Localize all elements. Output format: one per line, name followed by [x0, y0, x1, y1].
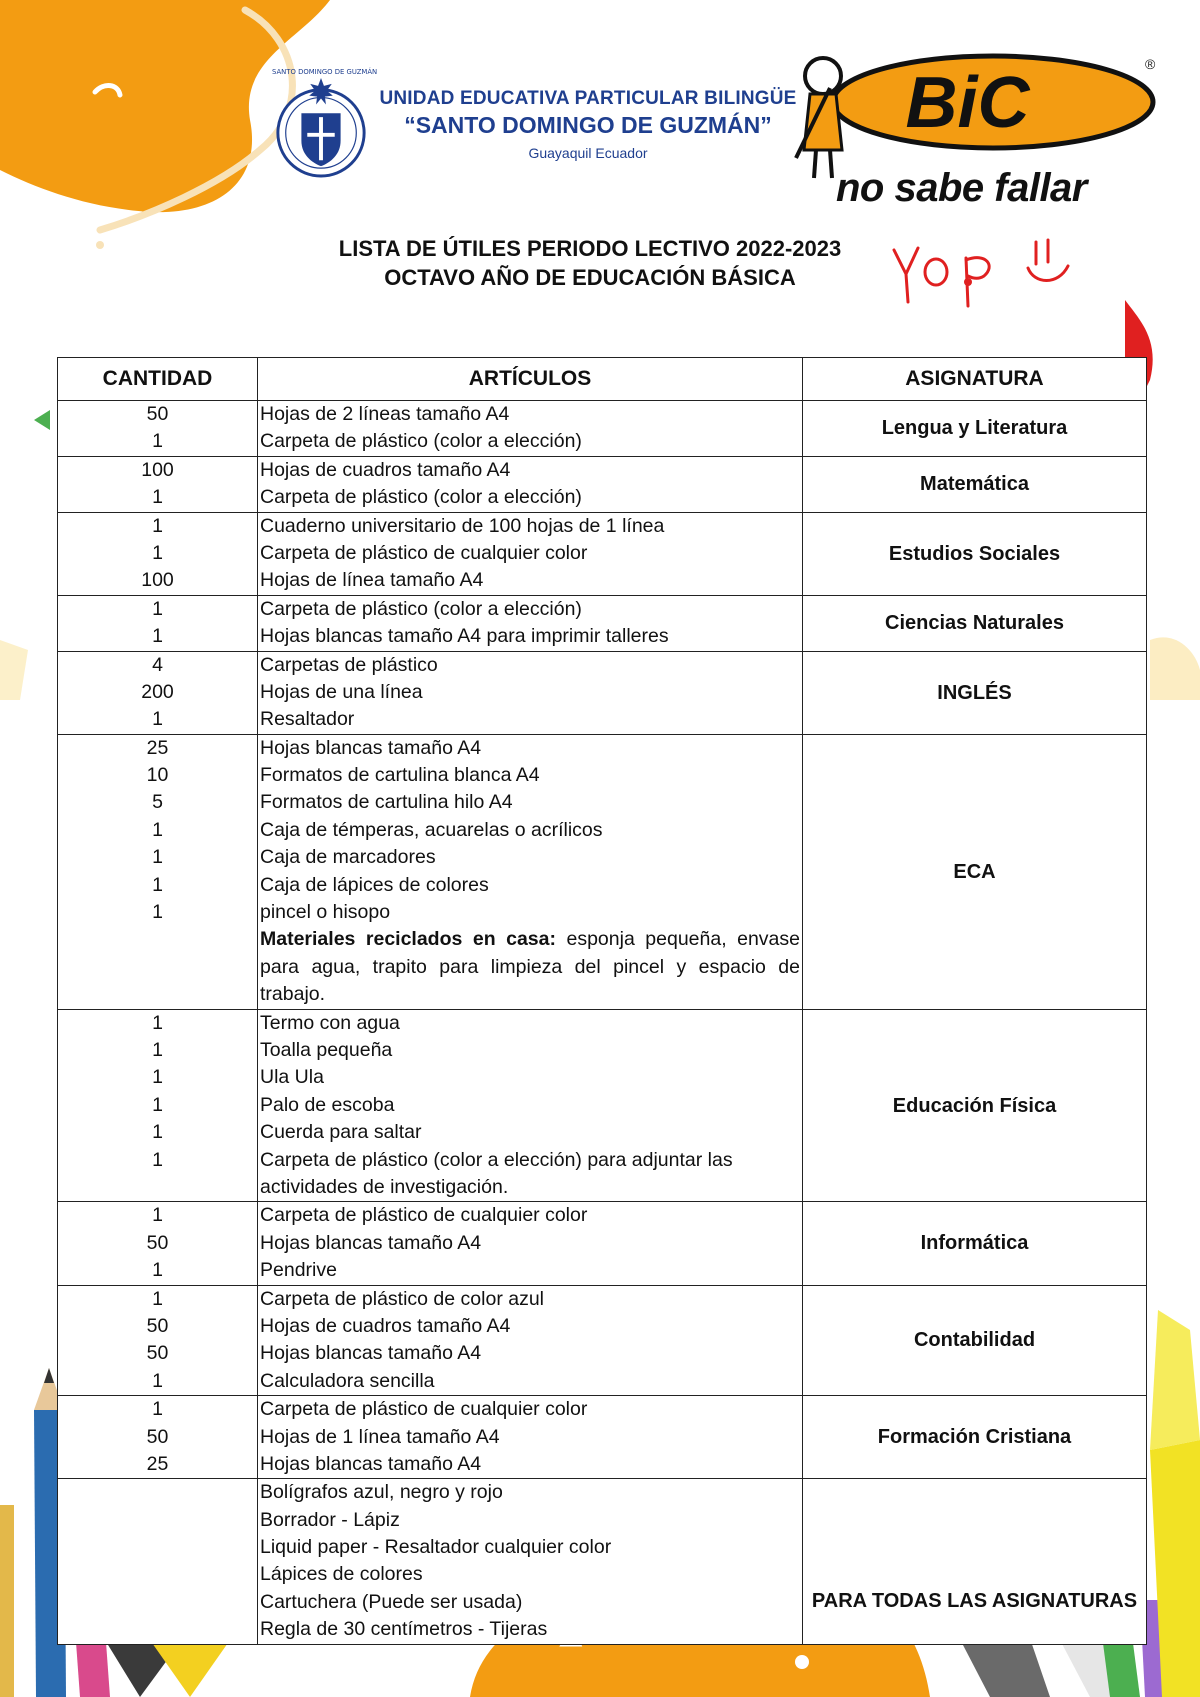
- article-item: Pendrive: [260, 1259, 337, 1282]
- quantity-value: 50: [146, 1314, 169, 1337]
- article-item: Caja de témperas, acuarelas o acrílicos: [260, 818, 603, 841]
- article-item: Carpeta de plástico (color a elección) para adjuntar las: [260, 1148, 733, 1171]
- quantity-value: 1: [152, 514, 163, 537]
- note-label: Materiales reciclados en casa:: [260, 928, 556, 951]
- article-item: Liquid paper - Resaltador cualquier color: [260, 1536, 612, 1559]
- quantity-value: 1: [152, 1259, 163, 1282]
- quantity-value: 25: [146, 736, 169, 759]
- article-item: Hojas blancas tamaño A4: [260, 1452, 482, 1475]
- table-row: [58, 1479, 1147, 1644]
- article-item: Borrador - Lápiz: [260, 1508, 400, 1531]
- quantity-cell: [58, 1285, 258, 1396]
- quantity-value: 1: [152, 1011, 163, 1034]
- table-header-row: [58, 358, 1147, 401]
- quantity-value: [58, 1616, 257, 1643]
- article-item: Carpeta de plástico (color a elección): [260, 430, 582, 453]
- quantity-value: 1: [152, 873, 163, 896]
- quantity-value: 1: [152, 901, 163, 924]
- article-item: actividades de investigación.: [260, 1175, 509, 1198]
- quantity-value: 5: [152, 791, 163, 814]
- articles-cell: [258, 734, 803, 1009]
- article-item: Caja de lápices de colores: [260, 873, 489, 896]
- article-item: Palo de escoba: [260, 1093, 395, 1116]
- articles-cell: [258, 651, 803, 734]
- quantity-value: 100: [141, 569, 174, 592]
- article-item: Hojas blancas tamaño A4 para imprimir talleres: [260, 625, 669, 648]
- article-item: Caja de marcadores: [260, 846, 436, 869]
- registered-mark: ®: [1145, 56, 1156, 72]
- quantity-value: 1: [152, 1039, 163, 1062]
- quantity-value: [58, 1507, 257, 1534]
- quantity-cell: [58, 1202, 258, 1285]
- table-row: [58, 456, 1147, 512]
- quantity-value: 1: [152, 1093, 163, 1116]
- quantity-cell: [58, 651, 258, 734]
- articles-cell: [258, 512, 803, 595]
- quantity-cell: [58, 595, 258, 651]
- quantity-value: 1: [152, 1398, 163, 1421]
- article-item: Formatos de cartulina hilo A4: [260, 791, 513, 814]
- header-articles: ARTÍCULOS: [258, 358, 803, 401]
- articles-cell: [258, 1202, 803, 1285]
- quantity-value: [58, 1589, 257, 1616]
- bic-brand-logo: [800, 48, 1180, 218]
- quantity-value: 1: [152, 1204, 163, 1227]
- quantity-cell: [58, 734, 258, 1009]
- quantity-cell: [58, 1479, 258, 1644]
- quantity-value: 50: [146, 1425, 169, 1448]
- quantity-cell: [58, 1396, 258, 1479]
- quantity-value: 1: [152, 541, 163, 564]
- article-item: Hojas blancas tamaño A4: [260, 1342, 482, 1365]
- article-item: Carpeta de plástico de color azul: [260, 1287, 544, 1310]
- quantity-value: [58, 1561, 257, 1588]
- header-quantity: CANTIDAD: [58, 358, 258, 401]
- quantity-cell: [58, 456, 258, 512]
- quantity-value: 1: [152, 818, 163, 841]
- quantity-value: 100: [141, 458, 174, 481]
- quantity-value: 25: [146, 1452, 169, 1475]
- quantity-value: 1: [152, 1369, 163, 1392]
- school-logo-icon: [272, 68, 378, 178]
- article-item: Hojas de cuadros tamaño A4: [260, 1314, 511, 1337]
- quantity-value: 50: [146, 403, 169, 425]
- article-item: Termo con agua: [260, 1011, 400, 1034]
- quantity-value: 50: [146, 1342, 169, 1365]
- article-item: Bolígrafos azul, negro y rojo: [260, 1481, 503, 1504]
- quantity-value: 4: [152, 653, 163, 676]
- quantity-value: 1: [152, 1066, 163, 1089]
- school-location: Guayaquil Ecuador: [528, 145, 648, 161]
- school-name-block: [378, 88, 798, 161]
- articles-cell: [258, 1396, 803, 1479]
- bic-wordmark: BiC: [905, 63, 1030, 143]
- article-item: Cartuchera (Puede ser usada): [260, 1590, 523, 1613]
- articles-cell: [258, 1479, 803, 1644]
- table-row: [58, 1285, 1147, 1396]
- quantity-value: 1: [152, 1148, 163, 1171]
- article-item: Regla de 30 centímetros - Tijeras: [260, 1618, 548, 1641]
- subject-cell: ECA: [803, 734, 1147, 1009]
- article-item: Hojas de 2 líneas tamaño A4: [260, 403, 510, 425]
- page-title: [230, 234, 950, 292]
- article-item: Hojas de línea tamaño A4: [260, 569, 484, 592]
- articles-cell: [258, 1009, 803, 1202]
- subject-cell: INGLÉS: [803, 651, 1147, 734]
- subject-cell: Lengua y Literatura: [803, 401, 1147, 457]
- subject-cell: Ciencias Naturales: [803, 595, 1147, 651]
- quantity-value: 1: [152, 1121, 163, 1144]
- article-item: Hojas de cuadros tamaño A4: [260, 458, 511, 481]
- quantity-value: 1: [152, 846, 163, 869]
- quantity-value: [58, 1174, 257, 1201]
- article-item: Hojas de 1 línea tamaño A4: [260, 1425, 500, 1448]
- table-row: [58, 734, 1147, 1009]
- subject-cell: Formación Cristiana: [803, 1396, 1147, 1479]
- quantity-value: 1: [152, 625, 163, 648]
- article-item: Ula Ula: [260, 1066, 324, 1089]
- subject-cell: Informática: [803, 1202, 1147, 1285]
- recycled-materials-note: [258, 926, 802, 1008]
- bic-slogan: no sabe fallar: [836, 166, 1087, 210]
- title-line1: LISTA DE ÚTILES PERIODO LECTIVO 2022-2023: [338, 236, 842, 261]
- quantity-value: 200: [141, 680, 174, 703]
- article-item: Hojas de una línea: [260, 680, 423, 703]
- table-row: [58, 1009, 1147, 1202]
- subject-cell: Contabilidad: [803, 1285, 1147, 1396]
- quantity-value: [58, 1534, 257, 1561]
- article-item: Carpeta de plástico (color a elección): [260, 597, 582, 620]
- quantity-value: [58, 1479, 257, 1506]
- articles-cell: [258, 401, 803, 457]
- quantity-cell: [58, 512, 258, 595]
- svg-text:SANTO DOMINGO DE GUZMÁN: SANTO DOMINGO DE GUZMÁN: [272, 68, 378, 77]
- article-item: Cuerda para saltar: [260, 1121, 422, 1144]
- subject-cell: PARA TODAS LAS ASIGNATURAS: [803, 1479, 1147, 1644]
- quantity-cell: [58, 1009, 258, 1202]
- supplies-table: [57, 357, 1147, 1645]
- table-row: [58, 1396, 1147, 1479]
- table-row: [58, 512, 1147, 595]
- article-item: Formatos de cartulina blanca A4: [260, 764, 540, 787]
- article-item: Resaltador: [260, 708, 355, 731]
- title-line2: OCTAVO AÑO DE EDUCACIÓN BÁSICA: [384, 265, 796, 290]
- article-item: Carpetas de plástico: [260, 653, 438, 676]
- article-item: Toalla pequeña: [260, 1039, 393, 1062]
- articles-cell: [258, 456, 803, 512]
- article-item: Lápices de colores: [260, 1563, 423, 1586]
- header-subject: ASIGNATURA: [803, 358, 1147, 401]
- quantity-value: 1: [152, 1287, 163, 1310]
- article-item: Hojas blancas tamaño A4: [260, 1231, 482, 1254]
- article-item: Carpeta de plástico de cualquier color: [260, 541, 588, 564]
- quantity-value: 1: [152, 708, 163, 731]
- handwritten-note: [888, 236, 1098, 316]
- note-text: esponja pequeña, envase para agua, trapito para limpieza del pincel y espacio de trabajo.: [260, 928, 800, 1006]
- subject-cell: Educación Física: [803, 1009, 1147, 1202]
- table-row: [58, 1202, 1147, 1285]
- school-name-line1: UNIDAD EDUCATIVA PARTICULAR BILINGÜE: [379, 88, 797, 109]
- quantity-value: 1: [152, 597, 163, 620]
- article-item: Hojas blancas tamaño A4: [260, 736, 482, 759]
- quantity-value: 1: [152, 486, 163, 509]
- article-item: Carpeta de plástico de cualquier color: [260, 1204, 588, 1227]
- article-item: Calculadora sencilla: [260, 1369, 435, 1392]
- subject-cell: Matemática: [803, 456, 1147, 512]
- table-row: [58, 401, 1147, 457]
- articles-cell: [258, 595, 803, 651]
- table-row: [58, 651, 1147, 734]
- article-item: Cuaderno universitario de 100 hojas de 1 línea: [260, 514, 665, 537]
- school-name-line2: “SANTO DOMINGO DE GUZMÁN”: [404, 112, 772, 138]
- quantity-value: 10: [146, 764, 169, 787]
- table-row: [58, 595, 1147, 651]
- article-item: pincel o hisopo: [260, 901, 391, 924]
- article-item: Carpeta de plástico de cualquier color: [260, 1398, 588, 1421]
- quantity-value: 50: [146, 1231, 169, 1254]
- articles-cell: [258, 1285, 803, 1396]
- subject-cell: Estudios Sociales: [803, 512, 1147, 595]
- article-item: Carpeta de plástico (color a elección): [260, 486, 582, 509]
- quantity-value: 1: [152, 430, 163, 453]
- quantity-cell: [58, 401, 258, 457]
